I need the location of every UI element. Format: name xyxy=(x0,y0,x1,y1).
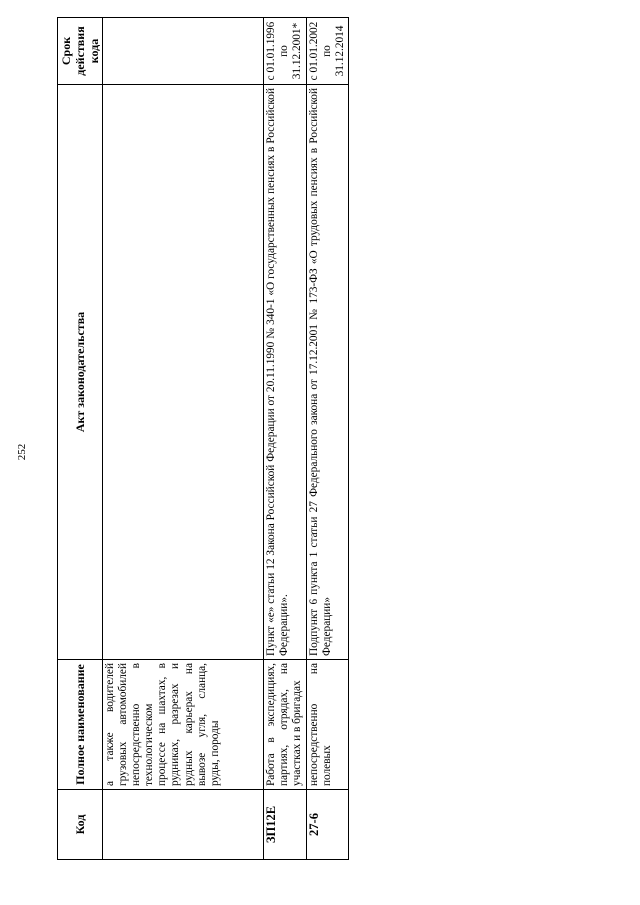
cell-act-empty xyxy=(103,85,264,660)
cell-full-name: непосредственно на полевых xyxy=(307,660,349,790)
cell-term: с 01.01.2002 по 31.12.2014 xyxy=(307,18,349,85)
cell-act: Подпункт 6 пункта 1 статьи 27 Федерального закона от 17.12.2001 № 173-ФЗ «О трудовых пенсиях в Российской Федерации» xyxy=(307,85,349,660)
cell-term: с 01.01.1996 по 31.12.2001* xyxy=(264,18,307,85)
cell-code: ЗП12Е xyxy=(264,790,307,860)
cell-act: Пункт «е» статьи 12 Закона Российской Федерации от 20.11.1990 № 340-1 «О государственных пенсиях в Российской Федерации». xyxy=(264,85,307,660)
table-row xyxy=(307,18,349,860)
cell-full-name: Работа в экспедициях, партиях, отрядах, на участках и в бригадах xyxy=(264,660,307,790)
cell-code-empty xyxy=(103,790,264,860)
cell-name-continuation: а также водителей грузовых автомобилей непосредственно в технологическом процессе на шахтах, в рудниках, разрезах и рудных карьерах на вывозе угля, сланца, руды, породы xyxy=(103,660,264,790)
header-code: Код xyxy=(58,790,103,860)
cell-code: 27-6 xyxy=(307,790,349,860)
header-term: Срок действия кода xyxy=(58,18,103,85)
header-full-name: Полное наименование xyxy=(58,660,103,790)
header-act: Акт законодательства xyxy=(58,85,103,660)
page-number: 252 xyxy=(16,443,28,461)
legislation-table xyxy=(57,17,349,860)
table-row xyxy=(264,18,307,860)
cell-term-empty xyxy=(103,18,264,85)
rotated-table-sheet xyxy=(57,18,407,860)
table-row-continuation xyxy=(103,18,264,860)
table-header-row xyxy=(58,18,103,860)
